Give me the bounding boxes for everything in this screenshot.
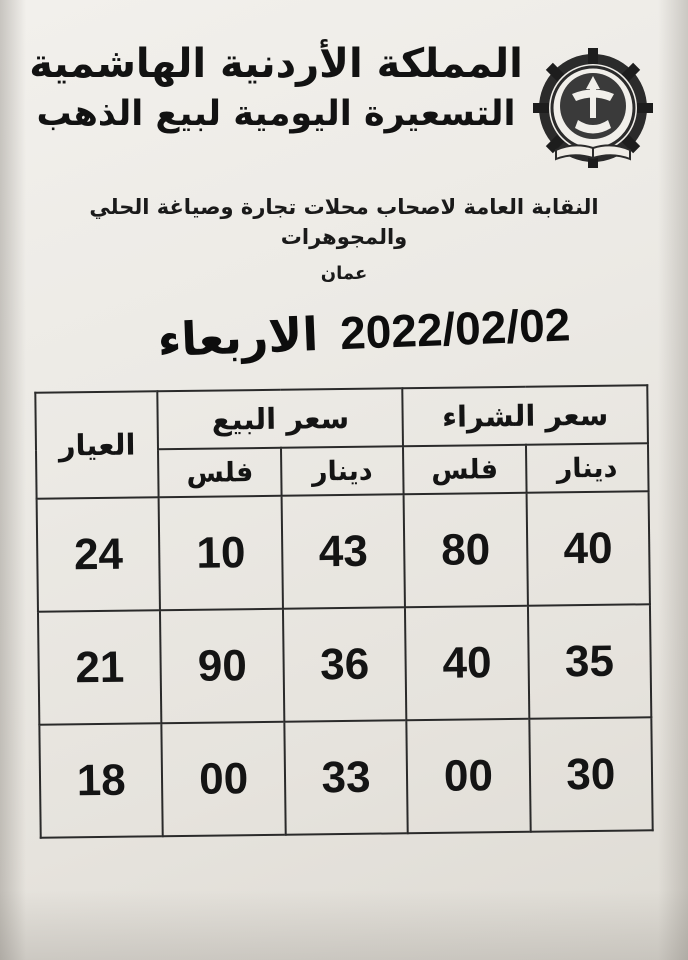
cell-sell-dinar: 43	[281, 494, 405, 608]
cell-karat: 24	[37, 497, 161, 611]
column-header-buy-dinar: دينار	[526, 443, 649, 492]
gold-price-table	[34, 384, 653, 838]
document-header	[0, 0, 688, 178]
page-title: المملكة الأردنية الهاشمية	[29, 41, 523, 87]
cell-sell-dinar: 33	[284, 720, 408, 834]
table-row	[38, 604, 651, 724]
cell-sell-fils: 10	[159, 496, 283, 610]
column-header-sell-price: سعر البيع	[158, 388, 403, 449]
title-block	[24, 42, 532, 137]
date-value: 2022/02/02	[339, 298, 572, 360]
cell-sell-fils: 00	[162, 722, 286, 836]
syndicate-emblem-icon	[532, 46, 654, 178]
cell-sell-dinar: 36	[283, 607, 407, 721]
cell-buy-dinar: 30	[529, 717, 653, 831]
dateline	[0, 293, 688, 373]
table-row	[37, 491, 650, 611]
syndicate-name: النقابة العامة لاصحاب محلات تجارة وصياغة الحلي والمجوهرات	[89, 195, 599, 250]
page-subtitle-main: التسعيرة اليومية لبيع الذهب	[36, 93, 516, 134]
cell-karat: 21	[38, 610, 162, 724]
table-group-header-row	[35, 385, 648, 450]
column-header-sell-dinar: دينار	[281, 446, 404, 495]
column-header-karat: العيار	[35, 391, 159, 498]
column-header-sell-fils: فلس	[158, 448, 281, 497]
column-header-buy-fils: فلس	[403, 445, 526, 494]
column-header-buy-price: سعر الشراء	[402, 385, 647, 446]
paper-edge-shadow-bottom	[0, 890, 688, 960]
cell-buy-fils: 40	[405, 606, 529, 720]
cell-sell-fils: 90	[160, 609, 284, 723]
cell-buy-dinar: 35	[528, 604, 652, 718]
day-name: الاربعاء	[156, 306, 320, 368]
cell-buy-dinar: 40	[526, 491, 650, 605]
gold-price-table-wrapper	[34, 384, 653, 838]
cell-buy-fils: 00	[407, 719, 531, 833]
cell-karat: 18	[39, 723, 163, 837]
table-row	[39, 717, 652, 837]
city-label: عمان	[320, 262, 368, 284]
cell-buy-fils: 80	[404, 493, 528, 607]
